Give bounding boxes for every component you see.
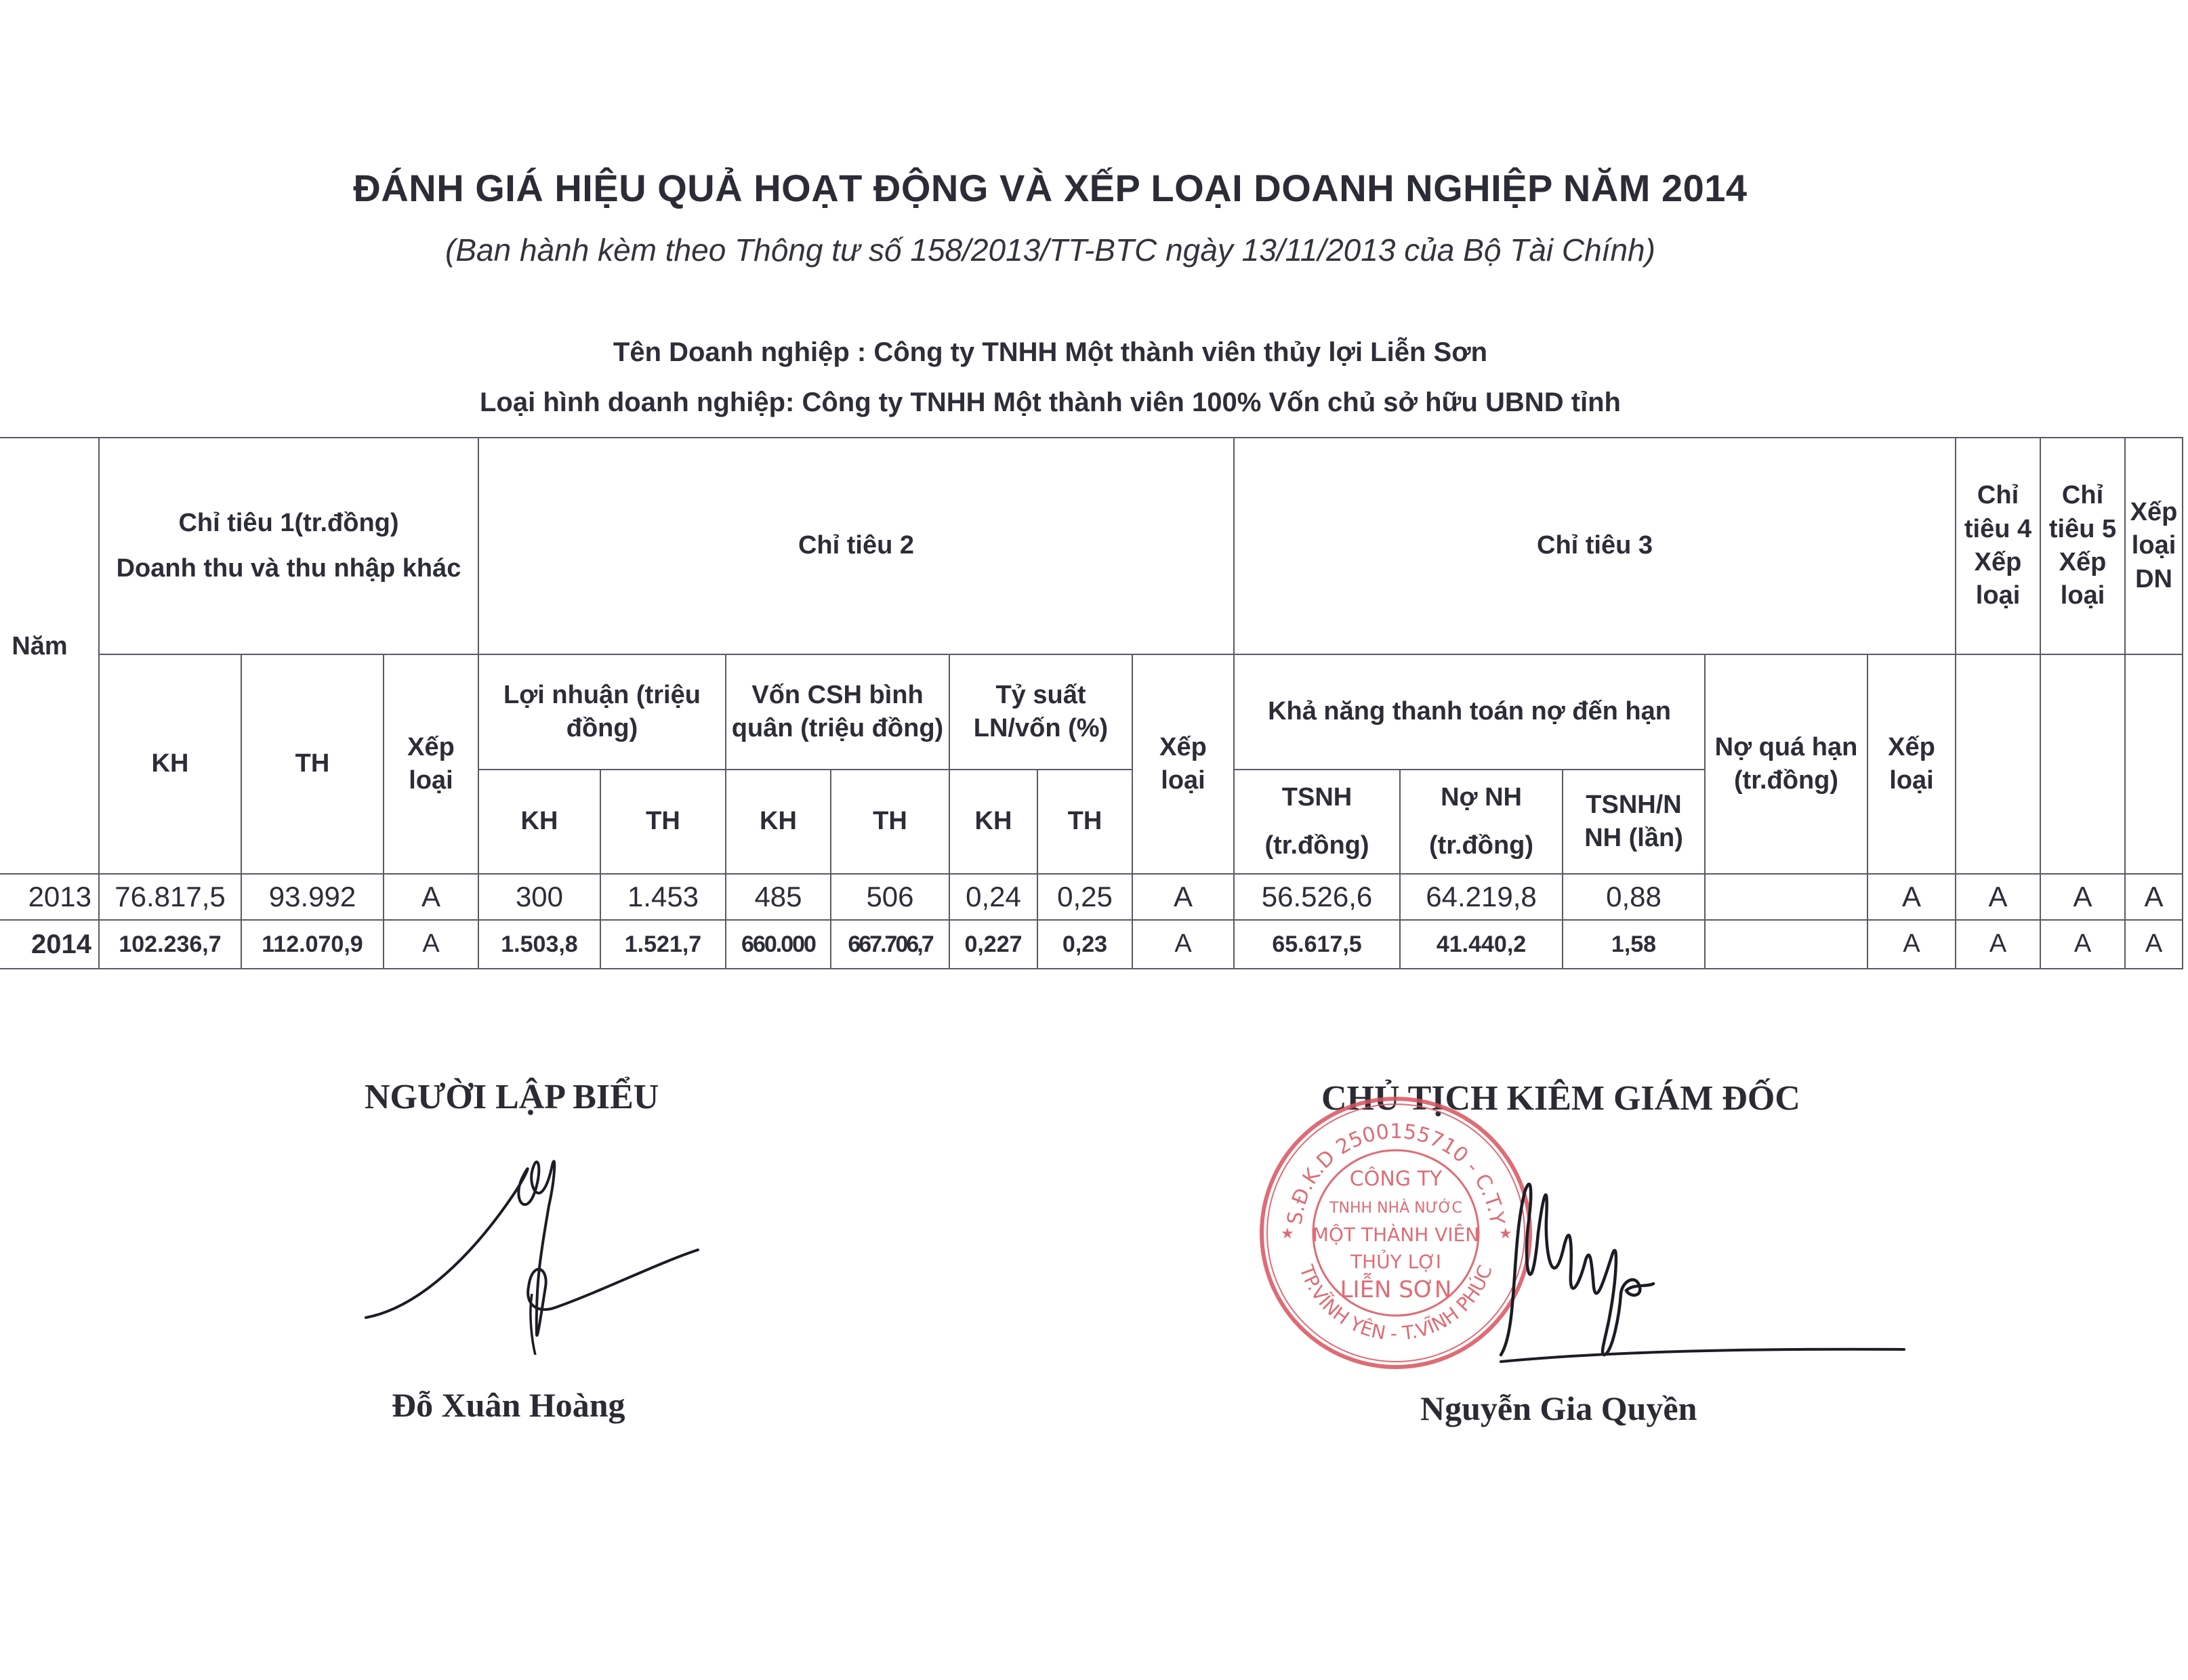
header-dn-blank <box>2125 654 2183 874</box>
preparer-signature <box>359 1138 711 1355</box>
header-kha-nang-thanh-toan: Khả năng thanh toán nợ đến hạn <box>1234 654 1705 770</box>
svg-text:★: ★ <box>1281 1225 1294 1242</box>
stamp-line-1: CÔNG TY <box>1349 1167 1443 1191</box>
header-ct2-xep-loai: Xếp loại <box>1132 654 1234 874</box>
stamp-ring-top: S.Đ.K.D 2500155710 - C.T.Y <box>1283 1119 1509 1227</box>
header-von-th: TH <box>831 770 949 874</box>
cell-dn: A <box>2125 920 2183 969</box>
header-ct4-blank <box>1956 654 2040 874</box>
header-chi-tieu-4: Chỉ tiêu 4 Xếp loại <box>1956 438 2040 654</box>
cell-nam: 2014 <box>0 920 99 969</box>
cell-von-kh: 485 <box>726 874 831 920</box>
header-ty-suat: Tỷ suất LN/vốn (%) <box>949 654 1132 770</box>
director-signature <box>1491 1152 1911 1375</box>
document-title: ĐÁNH GIÁ HIỆU QUẢ HOẠT ĐỘNG VÀ XẾP LOẠI DOANH NGHIỆP NĂM 2014 <box>353 167 1748 209</box>
header-ln-th: TH <box>600 770 726 874</box>
director-name: Nguyễn Gia Quyền <box>1420 1389 1697 1427</box>
header-von-kh: KH <box>726 770 831 874</box>
header-no-qua-han: Nợ quá hạn (tr.đồng) <box>1705 654 1867 874</box>
cell-ln-th: 1.453 <box>600 874 726 920</box>
cell-dn: A <box>2125 874 2183 920</box>
preparer-role: NGƯỜI LẬP BIỂU <box>365 1078 659 1116</box>
header-chi-tieu-5: Chỉ tiêu 5 Xếp loại <box>2040 438 2125 654</box>
cell-ratio: 1,58 <box>1563 920 1705 969</box>
cell-ct3-xl: A <box>1867 874 1956 920</box>
stamp-line-3: MỘT THÀNH VIÊN <box>1312 1223 1480 1246</box>
cell-ct1-xl: A <box>384 920 478 969</box>
cell-tsnh: 56.526,6 <box>1234 874 1400 920</box>
evaluation-table <box>0 437 2183 969</box>
document-subtitle: (Ban hành kèm theo Thông tư số 158/2013/TT-BTC ngày 13/11/2013 của Bộ Tài Chính) <box>445 232 1655 268</box>
company-name: Tên Doanh nghiệp : Công ty TNHH Một thành viên thủy lợi Liễn Sơn <box>613 337 1488 367</box>
header-chi-tieu-2: Chỉ tiêu 2 <box>478 438 1234 654</box>
cell-no-qua-han <box>1705 920 1867 969</box>
stamp-line-4: THỦY LỢI <box>1350 1251 1442 1273</box>
cell-tsnh: 65.617,5 <box>1234 920 1400 969</box>
cell-nam: 2013 <box>0 874 99 920</box>
cell-ts-kh: 0,227 <box>949 920 1037 969</box>
header-ct5-blank <box>2040 654 2125 874</box>
header-ts-th: TH <box>1037 770 1132 874</box>
cell-no-nh: 64.219,8 <box>1400 874 1563 920</box>
stamp-line-5: LIỄN SƠN <box>1340 1276 1452 1303</box>
cell-ts-th: 0,25 <box>1037 874 1132 920</box>
header-xep-loai-dn: Xếp loại DN <box>2125 438 2183 654</box>
cell-ct1-kh: 102.236,7 <box>99 920 241 969</box>
stamp-ring-bottom: TP.VĨNH YÊN - T.VĨNH PHÚC <box>1295 1262 1497 1345</box>
cell-ct1-kh: 76.817,5 <box>99 874 241 920</box>
header-nam: Năm <box>0 438 99 874</box>
header-loi-nhuan: Lợi nhuận (triệu đồng) <box>478 654 726 770</box>
stamp-line-2: TNHH NHÀ NƯỚC <box>1329 1200 1462 1217</box>
cell-ct1-th: 112.070,9 <box>241 920 384 969</box>
cell-ts-kh: 0,24 <box>949 874 1037 920</box>
cell-ratio: 0,88 <box>1563 874 1705 920</box>
header-von-csh: Vốn CSH bình quân (triệu đồng) <box>726 654 949 770</box>
preparer-name: Đỗ Xuân Hoàng <box>392 1386 625 1424</box>
cell-von-th: 506 <box>831 874 949 920</box>
header-ct1-th: TH <box>241 654 384 874</box>
cell-ln-kh: 300 <box>478 874 600 920</box>
table-row <box>0 874 2183 920</box>
cell-ln-kh: 1.503,8 <box>478 920 600 969</box>
header-ct1-kh: KH <box>99 654 241 874</box>
header-tsnh-ratio: TSNH/N NH (lần) <box>1563 770 1705 874</box>
cell-no-nh: 41.440,2 <box>1400 920 1563 969</box>
header-ct1-xep-loai: Xếp loại <box>384 654 478 874</box>
cell-ct1-th: 93.992 <box>241 874 384 920</box>
header-chi-tieu-3: Chỉ tiêu 3 <box>1234 438 1956 654</box>
header-ln-kh: KH <box>478 770 600 874</box>
header-chi-tieu-1: Chỉ tiêu 1(tr.đồng) Doanh thu và thu nhập khác <box>99 438 478 654</box>
header-ct3-xep-loai: Xếp loại <box>1867 654 1956 874</box>
cell-ct4: A <box>1956 920 2040 969</box>
cell-ln-th: 1.521,7 <box>600 920 726 969</box>
cell-ct2-xl: A <box>1132 920 1234 969</box>
cell-ct5: A <box>2040 874 2125 920</box>
director-role: CHỦ TỊCH KIÊM GIÁM ĐỐC <box>1321 1079 1800 1118</box>
cell-ts-th: 0,23 <box>1037 920 1132 969</box>
cell-ct2-xl: A <box>1132 874 1234 920</box>
table-row <box>0 920 2183 969</box>
svg-text:★: ★ <box>1499 1225 1512 1242</box>
cell-von-kh: 660.000 <box>726 920 831 969</box>
cell-ct1-xl: A <box>384 874 478 920</box>
cell-no-qua-han <box>1705 874 1867 920</box>
company-type: Loại hình doanh nghiệp: Công ty TNHH Một thành viên 100% Vốn chủ sở hữu UBND tỉnh <box>479 387 1621 417</box>
cell-ct3-xl: A <box>1867 920 1956 969</box>
cell-ct4: A <box>1956 874 2040 920</box>
cell-ct5: A <box>2040 920 2125 969</box>
cell-von-th: 667.706,7 <box>831 920 949 969</box>
header-ts-kh: KH <box>949 770 1037 874</box>
header-tsnh: TSNH (tr.đồng) <box>1234 770 1400 874</box>
header-no-nh: Nợ NH (tr.đồng) <box>1400 770 1563 874</box>
